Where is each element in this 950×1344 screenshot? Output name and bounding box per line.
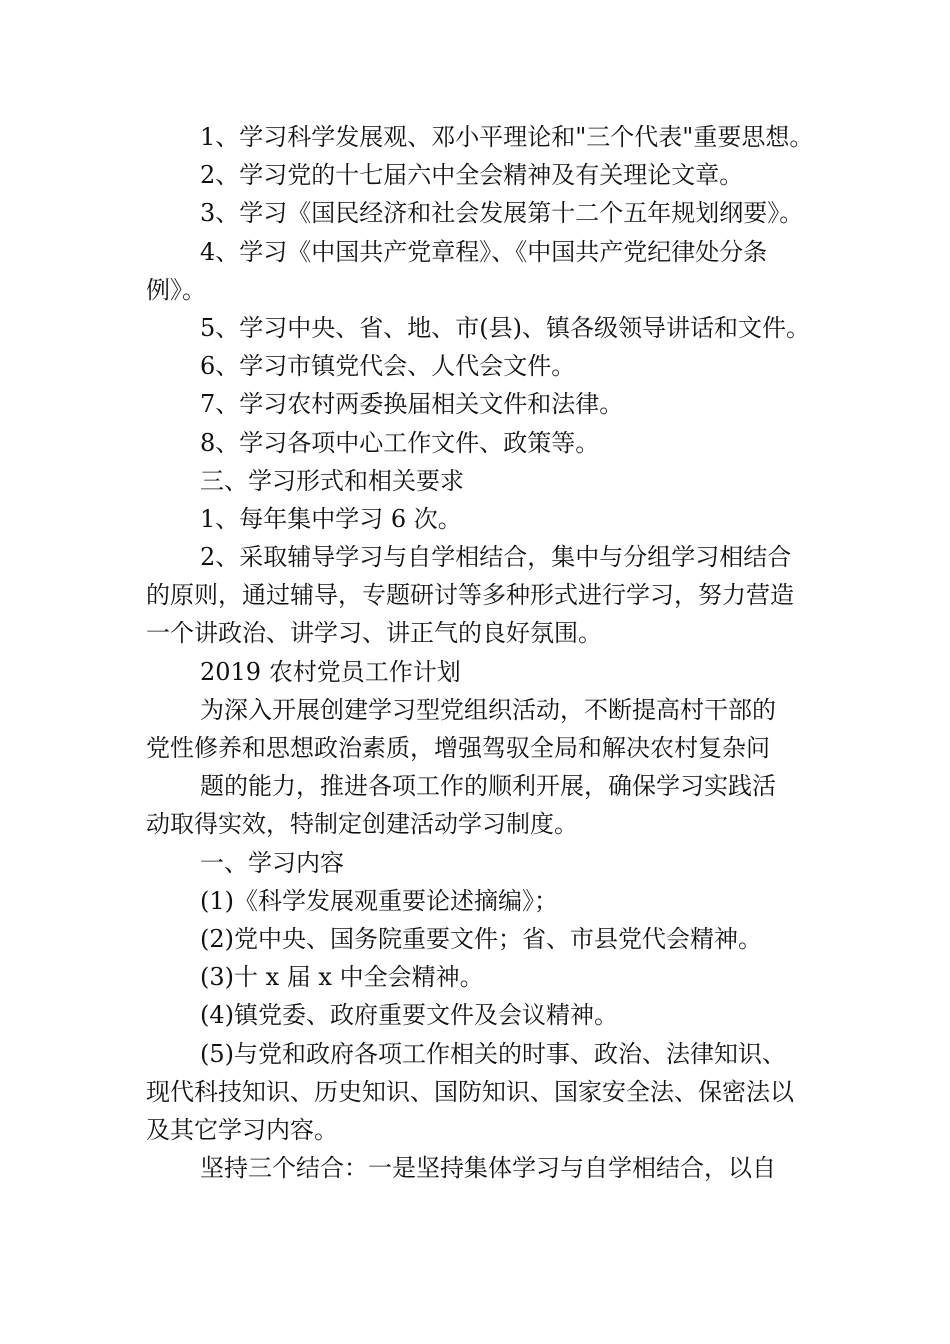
- paragraph-line: 1、学习科学发展观、邓小平理论和"三个代表"重要思想。: [200, 123, 814, 151]
- paragraph-line: 8、学习各项中心工作文件、政策等。: [200, 428, 600, 457]
- paragraph-line: (5)与党和政府各项工作相关的时事、政治、法律知识、: [200, 1039, 786, 1068]
- paragraph-line: 为深入开展创建学习型党组织活动，不断提高村干部的: [200, 695, 776, 724]
- paragraph-line: 题的能力，推进各项工作的顺利开展，确保学习实践活: [200, 772, 776, 801]
- paragraph-line: 1、每年集中学习 6 次。: [200, 504, 462, 533]
- document-title: 2019 农村党员工作计划: [200, 657, 461, 686]
- paragraph-line: 及其它学习内容。: [146, 1115, 338, 1144]
- paragraph-line: (4)镇党委、政府重要文件及会议精神。: [200, 1001, 618, 1030]
- paragraph-line: 7、学习农村两委换届相关文件和法律。: [200, 390, 624, 419]
- document-body: [146, 118, 846, 1187]
- paragraph-line: 5、学习中央、省、地、市(县)、镇各级领导讲话和文件。: [200, 313, 810, 342]
- paragraph-line: 4、学习《中国共产党章程》、《中国共产党纪律处分条: [200, 237, 768, 266]
- paragraph-line: 6、学习市镇党代会、人代会文件。: [200, 352, 576, 381]
- paragraph-line: (2)党中央、国务院重要文件；省、市县党代会精神。: [200, 924, 762, 953]
- paragraph-line: (3)十 x 届 x 中全会精神。: [200, 963, 484, 992]
- paragraph-line: 动取得实效，特制定创建活动学习制度。: [146, 810, 578, 839]
- paragraph-line: 一个讲政治、讲学习、讲正气的良好氛围。: [146, 619, 602, 648]
- section-heading: 三、学习形式和相关要求: [200, 466, 464, 495]
- paragraph-line: 例》。: [146, 275, 206, 304]
- paragraph-line: 党性修养和思想政治素质，增强驾驭全局和解决农村复杂问: [146, 734, 770, 762]
- paragraph-line: (1)《科学发展观重要论述摘编》；: [200, 886, 558, 915]
- section-heading: 一、学习内容: [200, 848, 344, 877]
- paragraph-line: 现代科技知识、历史知识、国防知识、国家安全法、保密法以: [146, 1077, 794, 1106]
- paragraph-line: 2、学习党的十七届六中全会精神及有关理论文章。: [200, 161, 744, 190]
- paragraph-line: 3、学习《国民经济和社会发展第十二个五年规划纲要》。: [200, 199, 804, 228]
- paragraph-line: 坚持三个结合：一是坚持集体学习与自学相结合，以自: [200, 1154, 776, 1183]
- paragraph-line: 的原则，通过辅导，专题研讨等多种形式进行学习，努力营造: [146, 581, 794, 610]
- paragraph-line: 2、采取辅导学习与自学相结合，集中与分组学习相结合: [200, 543, 792, 572]
